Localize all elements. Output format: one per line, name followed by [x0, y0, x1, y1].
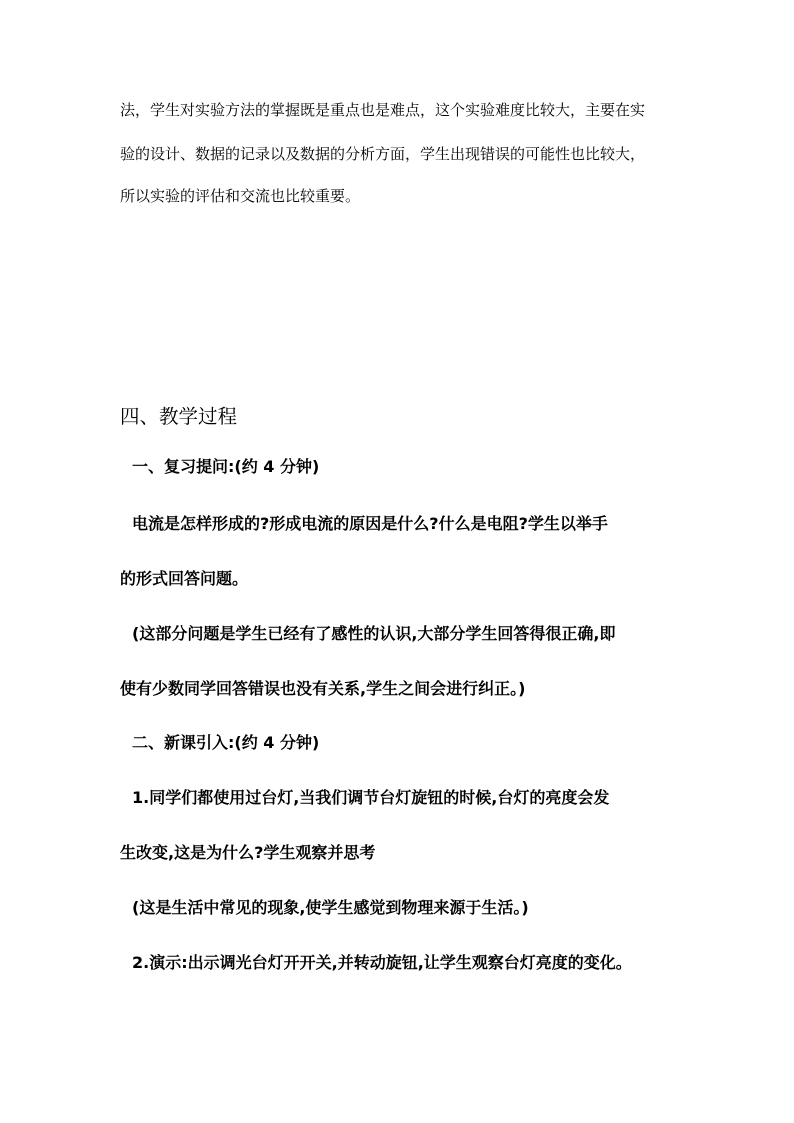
part2-item1-line-1: 1.同学们都使用过台灯,当我们调节台灯旋钮的时候,台灯的亮度会发 — [132, 788, 610, 807]
part2-item1-line-2: 生改变,这是为什么?学生观察并思考 — [120, 843, 376, 862]
intro-line-3: 所以实验的评估和交流也比较重要。 — [120, 187, 361, 205]
part2-item2: 2.演示:出示调光台灯开开关,并转动旋钮,让学生观察台灯亮度的变化。 — [132, 953, 632, 972]
intro-line-2: 验的设计、数据的记录以及数据的分析方面，学生出现错误的可能性也比较大， — [120, 145, 646, 163]
section-heading: 四、教学过程 — [120, 405, 238, 428]
part1-para2-line-2: 使有少数同学回答错误也没有关系,学生之间会进行纠正。) — [120, 679, 526, 698]
part1-para1-line-2: 的形式回答问题。 — [120, 569, 249, 588]
part1-para1-line-1: 电流是怎样形成的?形成电流的原因是什么?什么是电阻?学生以举手 — [132, 514, 608, 533]
part2-title: 二、新课引入:(约 4 分钟) — [132, 733, 320, 752]
part1-para2-line-1: (这部分问题是学生已经有了感性的认识,大部分学生回答得很正确,即 — [132, 624, 616, 643]
part1-title: 一、复习提问:(约 4 分钟) — [132, 457, 320, 476]
intro-line-1: 法，学生对实验方法的掌握既是重点也是难点，这个实验难度比较大，主要在实 — [120, 101, 646, 119]
part2-note1: (这是生活中常见的现象,使学生感觉到物理来源于生活。) — [132, 898, 529, 917]
